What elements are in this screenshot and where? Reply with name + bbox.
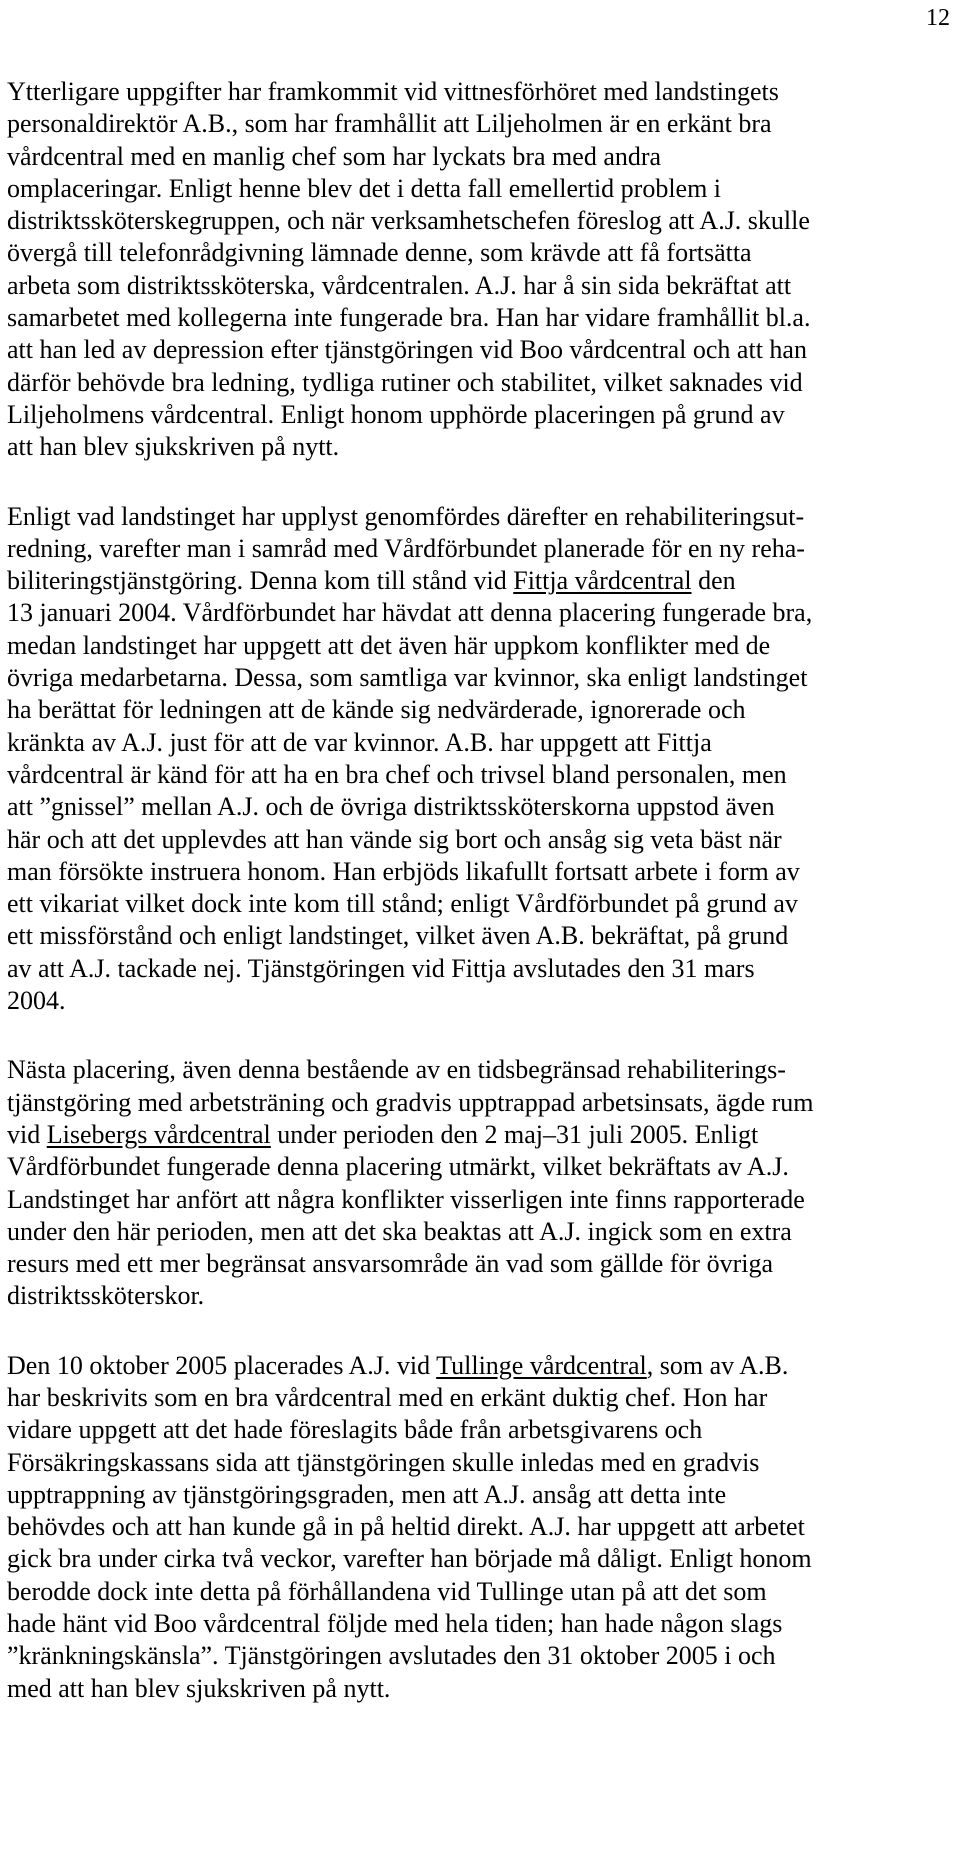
text-segment: tjänstgöring med arbetsträning och gradvis upptrappad arbetsinsats, ägde rum (7, 1087, 814, 1117)
text-segment: samarbetet med kollegerna inte fungerade bra. Han har vidare framhållit bl.a. (7, 303, 811, 333)
text-line (7, 1640, 952, 1672)
text-line (7, 108, 952, 140)
text-line (7, 920, 952, 952)
text-line (7, 302, 952, 334)
text-segment: berodde dock inte detta på förhållandena vid Tullinge utan på att det som (7, 1576, 767, 1606)
text-line (7, 1576, 952, 1608)
underlined-place-name: Lisebergs vårdcentral (46, 1119, 271, 1149)
text-segment: vid (7, 1119, 47, 1149)
text-line (7, 694, 952, 726)
text-line (7, 76, 952, 108)
paragraph-2 (7, 501, 952, 1018)
text-segment: Försäkringskassans sida att tjänstgöringen skulle inledas med en gradvis (7, 1447, 760, 1477)
text-segment: arbeta som distriktssköterska, vårdcentralen. A.J. har å sin sida bekräftat att (7, 270, 792, 300)
text-segment: behövdes och att han kunde gå in på heltid direkt. A.J. har uppgett att arbetet (7, 1512, 805, 1542)
text-segment: , som av A.B. (646, 1350, 789, 1380)
text-segment: biliteringstjänstgöring. Denna kom till stånd vid (7, 566, 514, 596)
text-segment: Ytterligare uppgifter har framkommit vid vittnesförhöret med landstingets (7, 77, 779, 106)
text-line (7, 1673, 952, 1705)
text-segment: vårdcentral med en manlig chef som har lyckats bra med andra (7, 141, 662, 171)
underlined-place-name: Tullinge vårdcentral (436, 1350, 647, 1380)
text-segment: under perioden den 2 maj–31 juli 2005. Enligt (270, 1119, 759, 1149)
underlined-place-name: Fittja vårdcentral (513, 566, 692, 596)
text-segment: Enligt vad landstinget har upplyst genomfördes därefter en rehabiliteringsut- (7, 501, 805, 531)
text-segment: med att han blev sjukskriven på nytt. (7, 1673, 391, 1703)
text-line (7, 1543, 952, 1575)
text-line (7, 1350, 952, 1382)
text-line (7, 1248, 952, 1280)
text-segment: här och att det upplevdes att han vände sig bort och ansåg sig veta bäst när (7, 824, 782, 854)
text-line (7, 1216, 952, 1248)
text-segment: Vårdförbundet fungerade denna placering utmärkt, vilket bekräftats av A.J. (7, 1152, 789, 1182)
text-line (7, 533, 952, 565)
text-line (7, 856, 952, 888)
text-line (7, 334, 952, 366)
text-segment: att han blev sjukskriven på nytt. (7, 432, 340, 462)
text-segment: gick bra under cirka två veckor, varefter han började må dåligt. Enligt honom (7, 1544, 812, 1574)
text-segment: ha berättat för ledningen att de kände sig nedvärderade, ignorerade och (7, 695, 746, 725)
text-segment: Landstinget har anfört att några konflikter visserligen inte finns rapporterade (7, 1184, 805, 1214)
text-line (7, 565, 952, 597)
text-line (7, 431, 952, 463)
text-line (7, 824, 952, 856)
paragraph-4 (7, 1350, 952, 1705)
text-segment: 13 januari 2004. Vårdförbundet har hävdat att denna placering fungerade bra, (7, 598, 813, 628)
text-segment: distriktssköterskegruppen, och när verksamhetschefen föreslog att A.J. skulle (7, 206, 810, 236)
text-line (7, 953, 952, 985)
text-line (7, 888, 952, 920)
text-segment: upptrappning av tjänstgöringsgraden, men att A.J. ansåg att detta inte (7, 1479, 727, 1509)
text-line (7, 759, 952, 791)
text-segment: av att A.J. tackade nej. Tjänstgöringen vid Fittja avslutades den 31 mars (7, 953, 755, 983)
text-segment: Nästa placering, även denna bestående av en tidsbegränsad rehabiliterings- (7, 1055, 786, 1085)
text-segment: övriga medarbetarna. Dessa, som samtliga var kvinnor, ska enligt landstinget (7, 663, 808, 693)
text-segment: resurs med ett mer begränsat ansvarsområde än vad som gällde för övriga (7, 1249, 774, 1279)
text-segment: har beskrivits som en bra vårdcentral med en erkänt duktig chef. Hon har (7, 1382, 768, 1412)
text-segment: därför behövde bra ledning, tydliga rutiner och stabilitet, vilket saknades vid (7, 367, 803, 397)
text-segment: under den här perioden, men att det ska beaktas att A.J. ingick som en extra (7, 1216, 792, 1246)
text-line (7, 791, 952, 823)
text-segment: personaldirektör A.B., som har framhållit att Liljeholmen är en erkänt bra (7, 109, 772, 139)
text-segment: kränkta av A.J. just för att de var kvinnor. A.B. har uppgett att Fittja (7, 727, 712, 757)
text-line (7, 1087, 952, 1119)
text-segment: redning, varefter man i samråd med Vårdförbundet planerade för en ny reha- (7, 533, 805, 563)
text-line (7, 1382, 952, 1414)
text-line (7, 985, 952, 1017)
text-line (7, 1511, 952, 1543)
text-line (7, 630, 952, 662)
document-body (7, 76, 952, 1705)
text-line (7, 270, 952, 302)
text-segment: hade hänt vid Boo vårdcentral följde med hela tiden; han hade någon slags (7, 1609, 783, 1639)
paragraph-3 (7, 1054, 952, 1312)
text-line (7, 1119, 952, 1151)
text-segment: att han led av depression efter tjänstgöringen vid Boo vårdcentral och att han (7, 335, 807, 365)
text-segment: ett vikariat vilket dock inte kom till stånd; enligt Vårdförbundet på grund av (7, 889, 798, 919)
text-line (7, 597, 952, 629)
paragraph-1 (7, 76, 952, 464)
text-line (7, 501, 952, 533)
text-line (7, 1479, 952, 1511)
text-segment: distriktssköterskor. (7, 1281, 205, 1311)
text-line (7, 1151, 952, 1183)
text-segment: man försökte instruera honom. Han erbjöds likafullt fortsatt arbete i form av (7, 856, 800, 886)
text-line (7, 173, 952, 205)
text-segment: omplaceringar. Enligt henne blev det i detta fall emellertid problem i (7, 173, 722, 203)
text-segment: 2004. (7, 986, 66, 1016)
text-line (7, 1280, 952, 1312)
text-line (7, 367, 952, 399)
text-line (7, 237, 952, 269)
text-segment: medan landstinget har uppgett att det även här uppkom konflikter med de (7, 630, 771, 660)
text-line (7, 1608, 952, 1640)
text-segment: Liljeholmens vårdcentral. Enligt honom upphörde placeringen på grund av (7, 399, 785, 429)
text-line (7, 727, 952, 759)
text-line (7, 1184, 952, 1216)
text-segment: vidare uppgett att det hade föreslagits både från arbetsgivarens och (7, 1415, 703, 1445)
page-number: 12 (926, 5, 950, 31)
text-line (7, 399, 952, 431)
text-line (7, 1414, 952, 1446)
text-line (7, 1447, 952, 1479)
text-segment: ”kränkningskänsla”. Tjänstgöringen avslutades den 31 oktober 2005 i och (7, 1641, 776, 1671)
text-segment: övergå till telefonrådgivning lämnade denne, som krävde att få fortsätta (7, 238, 752, 268)
text-line (7, 662, 952, 694)
text-line (7, 205, 952, 237)
text-segment: vårdcentral är känd för att ha en bra chef och trivsel bland personalen, men (7, 759, 787, 789)
text-line (7, 1054, 952, 1086)
text-segment: Den 10 oktober 2005 placerades A.J. vid (7, 1350, 437, 1380)
text-segment: att ”gnissel” mellan A.J. och de övriga distriktssköterskorna uppstod även (7, 792, 775, 822)
text-segment: den (691, 566, 736, 596)
text-segment: ett missförstånd och enligt landstinget, vilket även A.B. bekräftat, på grund (7, 921, 789, 951)
text-line (7, 141, 952, 173)
